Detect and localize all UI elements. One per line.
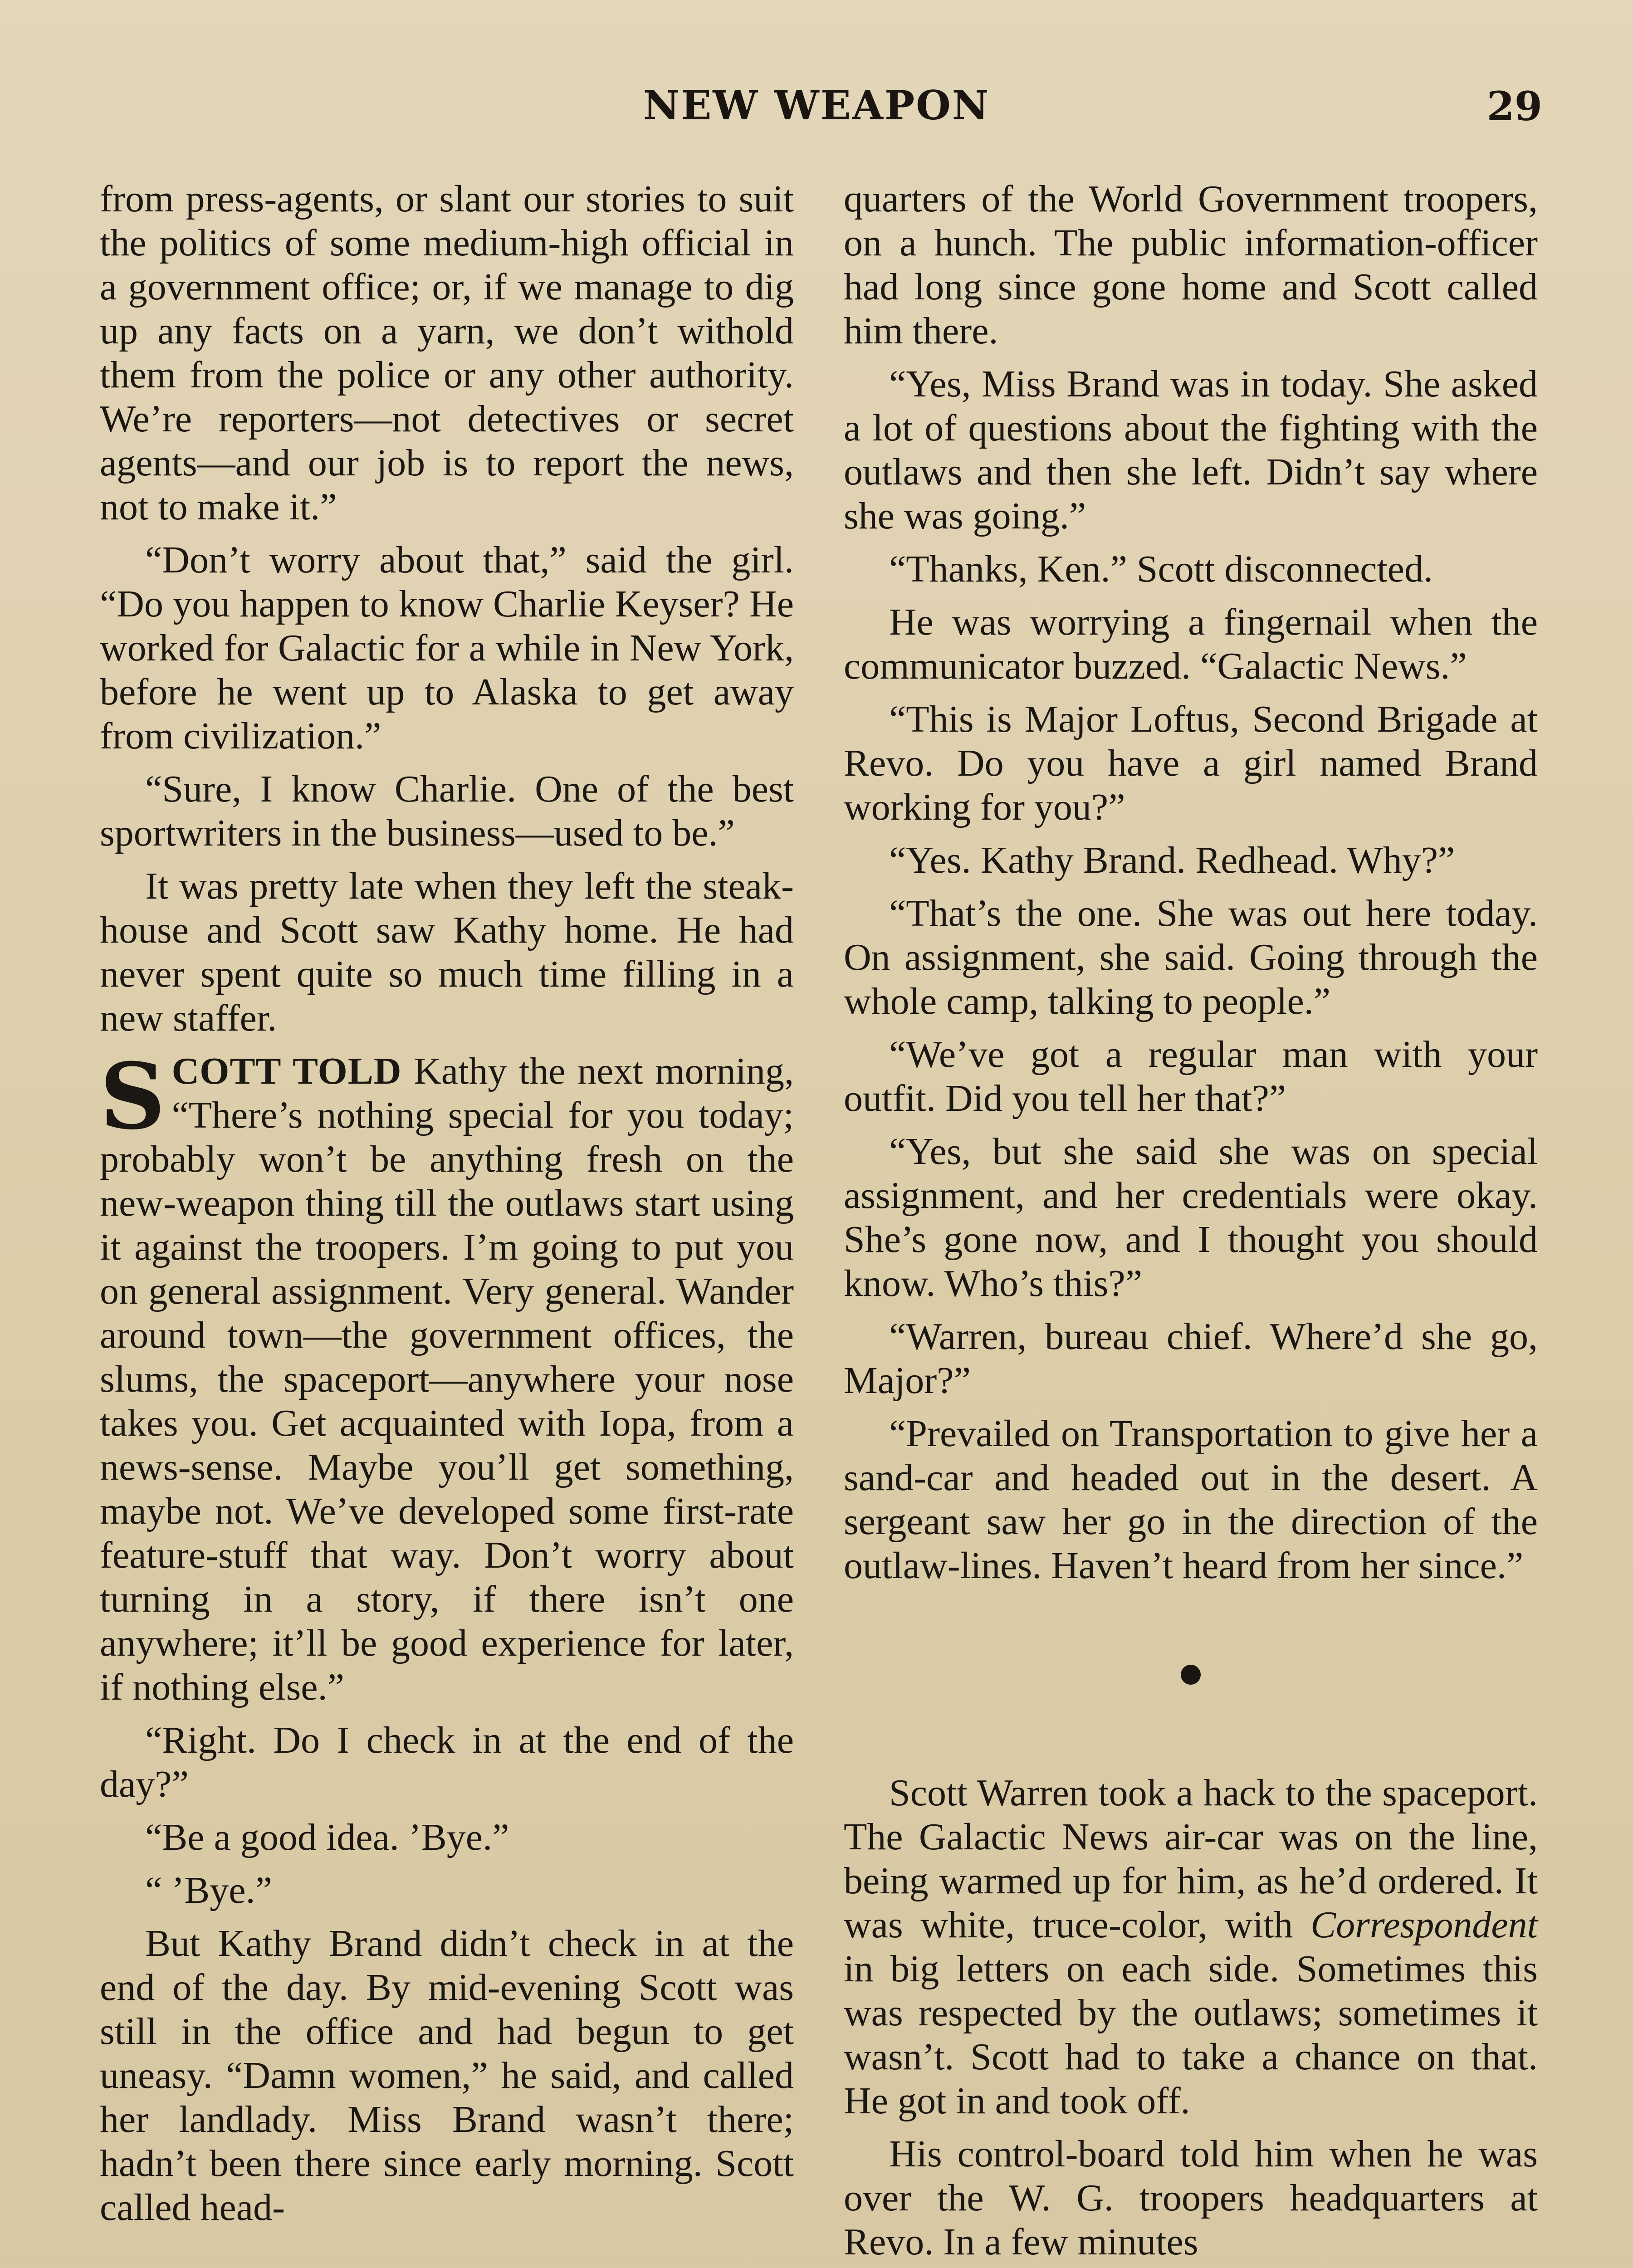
right-column	[844, 177, 1538, 2268]
paragraph: “Sure, I know Charlie. One of the best sportwriters in the business—used to be.”	[100, 768, 794, 854]
page-number: 29	[1486, 83, 1542, 130]
section-lead-in: COTT TOLD	[171, 1050, 402, 1092]
paragraph: “Prevailed on Transportation to give her a sand-car and headed out in the desert. A sergeant saw her go in the direction of the outlaw-lines. Haven’t heard from her since.”	[844, 1413, 1538, 1587]
paragraph	[844, 1771, 1538, 2123]
paragraph: “Be a good idea. ’Bye.”	[145, 1816, 509, 1858]
left-column	[100, 177, 794, 2239]
paragraph: But Kathy Brand didn’t check in at the end of the day. By mid-evening Scott was still in the office and had begun to get uneasy. “Damn women,” he said, and called her landlady. Miss Brand wasn’t there; hadn’t been there since early morning. Scott called head-	[100, 1922, 794, 2229]
paragraph-text: Scott Warren took a hack to the spaceport. The Galactic News air-car was on the line, being warmed up for him, as he’d ordered. It was white, truce-color, with	[844, 1772, 1538, 1946]
paragraph: “We’ve got a regular man with your outfit. Did you tell her that?”	[844, 1033, 1538, 1119]
paragraph: “Yes. Kathy Brand. Redhead. Why?”	[889, 839, 1455, 881]
italic-word: Correspondent	[1310, 1904, 1538, 1946]
paragraph: “Warren, bureau chief. Where’d she go, Major?”	[844, 1315, 1538, 1402]
paragraph: His control-board told him when he was over the W. G. troopers headquarters at Revo. In a few minutes	[844, 2133, 1538, 2263]
paragraph: “Right. Do I check in at the end of the day?”	[100, 1719, 794, 1805]
paragraph-text: in big letters on each side. Sometimes this was respected by the outlaws; sometimes it wasn’t. Scott had to take a chance on that. He got in and took off.	[844, 1948, 1538, 2122]
section-break-dot	[1181, 1665, 1201, 1685]
paragraph: “ ’Bye.”	[145, 1869, 272, 1911]
paragraph: “Yes, but she said she was on special assignment, and her credentials were okay. She’s gone now, and I thought you should know. Who’s this?”	[844, 1130, 1538, 1305]
paragraph: “This is Major Loftus, Second Brigade at Revo. Do you have a girl named Brand working for you?”	[844, 698, 1538, 828]
drop-cap: S	[100, 1043, 166, 1150]
paragraph: “That’s the one. She was out here today. On assignment, she said. Going through the whole camp, talking to people.”	[844, 892, 1538, 1022]
paragraph: quarters of the World Government troopers, on a hunch. The public information-officer had long since gone home and Scott called him there.	[844, 178, 1538, 352]
running-title: NEW WEAPON	[643, 82, 990, 129]
paragraph: from press-agents, or slant our stories to suit the politics of some medium-high official in a government office; or, if we manage to dig up any facts on a yarn, we don’t withold them from the police or any other authority. We’re reporters—not detectives or secret agents—and our job is to report the news, not to make it.”	[100, 178, 794, 528]
paragraph: “Don’t worry about that,” said the girl. “Do you happen to know Charlie Keyser? He worked for Galactic for a while in New York, before he went up to Alaska to get away from civilization.”	[100, 539, 794, 757]
paragraph: “Yes, Miss Brand was in today. She asked a lot of questions about the fighting with the outlaws and then she left. Didn’t say where she was going.”	[844, 363, 1538, 537]
paragraph: He was worrying a fingernail when the communicator buzzed. “Galactic News.”	[844, 601, 1538, 687]
paragraph: It was pretty late when they left the steak-house and Scott saw Kathy home. He had never spent quite so much time filling in a new staffer.	[100, 865, 794, 1039]
paragraph: “Thanks, Ken.” Scott disconnected.	[889, 548, 1433, 590]
section-text: Kathy the next morning, “There’s nothing special for you today; probably won’t be anything fresh on the new-weapon thing till the outlaws start using it against the troopers. I’m going to put you on general assignment. Very general. Wander around town—the government offices, the slums, the spaceport—anywhere your nose takes you. Get acquainted with Iopa, from a news-sense. Maybe you’ll get something, maybe not. We’ve developed some first-rate feature-stuff that way. Don’t worry about turning in a story, if there isn’t one anywhere; it’ll be good experience for later, if nothing else.”	[100, 1050, 794, 1708]
section-opening-paragraph	[100, 1043, 794, 1709]
